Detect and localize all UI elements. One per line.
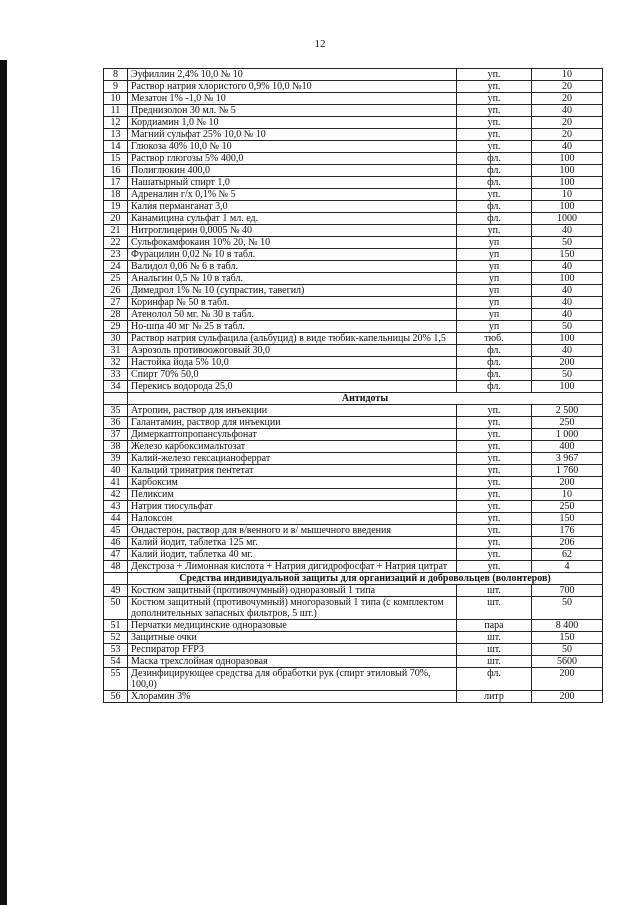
item-name: Хлорамин 3% bbox=[128, 691, 457, 703]
item-unit: уп. bbox=[457, 465, 532, 477]
row-number: 26 bbox=[104, 285, 128, 297]
table-row bbox=[104, 309, 603, 321]
section-title: Антидоты bbox=[128, 393, 603, 405]
row-number: 11 bbox=[104, 105, 128, 117]
supplies-table bbox=[103, 68, 603, 703]
item-quantity: 1000 bbox=[532, 213, 603, 225]
table-row bbox=[104, 691, 603, 703]
item-name: Налоксон bbox=[128, 513, 457, 525]
item-unit: уп. bbox=[457, 81, 532, 93]
item-quantity: 1 760 bbox=[532, 465, 603, 477]
item-unit: уп. bbox=[457, 489, 532, 501]
row-number: 51 bbox=[104, 620, 128, 632]
item-quantity: 100 bbox=[532, 333, 603, 345]
row-number: 56 bbox=[104, 691, 128, 703]
row-number: 38 bbox=[104, 441, 128, 453]
item-unit: фл. bbox=[457, 165, 532, 177]
row-number: 33 bbox=[104, 369, 128, 381]
item-quantity: 206 bbox=[532, 537, 603, 549]
row-number: 16 bbox=[104, 165, 128, 177]
row-number: 28 bbox=[104, 309, 128, 321]
item-unit: фл. bbox=[457, 381, 532, 393]
row-number: 32 bbox=[104, 357, 128, 369]
item-name: Атропин, раствор для инъекции bbox=[128, 405, 457, 417]
item-unit: уп. bbox=[457, 537, 532, 549]
item-name: Преднизолон 30 мл. № 5 bbox=[128, 105, 457, 117]
item-unit: уп bbox=[457, 285, 532, 297]
item-name: Фурацилин 0,02 № 10 в табл. bbox=[128, 249, 457, 261]
row-number: 34 bbox=[104, 381, 128, 393]
item-quantity: 250 bbox=[532, 501, 603, 513]
item-quantity: 50 bbox=[532, 237, 603, 249]
item-unit: уп bbox=[457, 321, 532, 333]
item-unit: фл. bbox=[457, 345, 532, 357]
table-row bbox=[104, 417, 603, 429]
row-number: 14 bbox=[104, 141, 128, 153]
table-row bbox=[104, 273, 603, 285]
item-unit: уп. bbox=[457, 501, 532, 513]
item-unit: фл. bbox=[457, 357, 532, 369]
item-name: Маска трехслойная одноразовая bbox=[128, 656, 457, 668]
item-quantity: 150 bbox=[532, 632, 603, 644]
item-unit: уп. bbox=[457, 225, 532, 237]
row-number: 54 bbox=[104, 656, 128, 668]
item-unit: шт. bbox=[457, 644, 532, 656]
item-quantity: 8 400 bbox=[532, 620, 603, 632]
supplies-table-body bbox=[104, 69, 603, 703]
row-number: 13 bbox=[104, 129, 128, 141]
table-row bbox=[104, 381, 603, 393]
item-name: Коринфар № 50 в табл. bbox=[128, 297, 457, 309]
item-unit: уп. bbox=[457, 417, 532, 429]
item-unit: шт. bbox=[457, 632, 532, 644]
table-row bbox=[104, 321, 603, 333]
item-quantity: 200 bbox=[532, 477, 603, 489]
table-row bbox=[104, 369, 603, 381]
table-row bbox=[104, 81, 603, 93]
item-unit: шт. bbox=[457, 585, 532, 597]
item-name: Раствор глюгозы 5% 400,0 bbox=[128, 153, 457, 165]
item-unit: уп bbox=[457, 261, 532, 273]
table-row bbox=[104, 585, 603, 597]
item-quantity: 50 bbox=[532, 369, 603, 381]
item-name: Раствор натрия сульфацила (альбуцид) в виде тюбик-капельницы 20% 1,5 bbox=[128, 333, 457, 345]
section-number-cell bbox=[104, 393, 128, 405]
table-row bbox=[104, 561, 603, 573]
item-name: Респиратор FFP3 bbox=[128, 644, 457, 656]
item-name: Натрия тиосульфат bbox=[128, 501, 457, 513]
item-name: Калий-железо гексацианоферрат bbox=[128, 453, 457, 465]
section-header-row bbox=[104, 573, 603, 585]
item-name: Настойка йода 5% 10,0 bbox=[128, 357, 457, 369]
item-unit: литр bbox=[457, 691, 532, 703]
item-name: Нитроглицерин 0,0005 № 40 bbox=[128, 225, 457, 237]
row-number: 30 bbox=[104, 333, 128, 345]
item-unit: уп. bbox=[457, 513, 532, 525]
table-row bbox=[104, 429, 603, 441]
item-quantity: 62 bbox=[532, 549, 603, 561]
item-name: Но-шпа 40 мг № 25 в табл. bbox=[128, 321, 457, 333]
item-quantity: 100 bbox=[532, 153, 603, 165]
item-unit: фл. bbox=[457, 369, 532, 381]
item-quantity: 10 bbox=[532, 489, 603, 501]
table-row bbox=[104, 297, 603, 309]
item-unit: уп. bbox=[457, 93, 532, 105]
item-quantity: 50 bbox=[532, 321, 603, 333]
row-number: 47 bbox=[104, 549, 128, 561]
item-name: Атенолол 50 мг. № 30 в табл. bbox=[128, 309, 457, 321]
item-unit: уп. bbox=[457, 141, 532, 153]
table-row bbox=[104, 489, 603, 501]
item-name: Калий йодит, таблетка 40 мг. bbox=[128, 549, 457, 561]
item-name: Декстроза + Лимонная кислота + Натрия дигидрофосфат + Натрия цитрат bbox=[128, 561, 457, 573]
row-number: 24 bbox=[104, 261, 128, 273]
row-number: 40 bbox=[104, 465, 128, 477]
item-name: Эуфиллин 2,4% 10,0 № 10 bbox=[128, 69, 457, 81]
item-quantity: 40 bbox=[532, 285, 603, 297]
item-name: Костюм защитный (противочумный) одноразовый 1 типа bbox=[128, 585, 457, 597]
row-number: 12 bbox=[104, 117, 128, 129]
row-number: 37 bbox=[104, 429, 128, 441]
item-name: Нашатырный спирт 1,0 bbox=[128, 177, 457, 189]
item-name: Сульфокамфокаин 10% 20, № 10 bbox=[128, 237, 457, 249]
table-row bbox=[104, 129, 603, 141]
row-number: 9 bbox=[104, 81, 128, 93]
item-name: Магний сульфат 25% 10,0 № 10 bbox=[128, 129, 457, 141]
table-row bbox=[104, 153, 603, 165]
item-name: Костюм защитный (противочумный) многоразовый 1 типа (с комплектом дополнительных запасных фильтров, 5 шт.) bbox=[128, 597, 457, 620]
item-quantity: 150 bbox=[532, 249, 603, 261]
item-name: Дезинфицирующее средства для обработки рук (спирт этиловый 70%, 100,0) bbox=[128, 668, 457, 691]
row-number: 52 bbox=[104, 632, 128, 644]
table-row bbox=[104, 93, 603, 105]
item-quantity: 100 bbox=[532, 165, 603, 177]
table-row bbox=[104, 405, 603, 417]
item-unit: уп bbox=[457, 297, 532, 309]
item-quantity: 5600 bbox=[532, 656, 603, 668]
table-row bbox=[104, 213, 603, 225]
item-name: Раствор натрия хлористого 0,9% 10,0 №10 bbox=[128, 81, 457, 93]
item-unit: фл. bbox=[457, 668, 532, 691]
item-quantity: 50 bbox=[532, 597, 603, 620]
table-row bbox=[104, 177, 603, 189]
row-number: 48 bbox=[104, 561, 128, 573]
item-quantity: 100 bbox=[532, 273, 603, 285]
item-name: Кордиамин 1,0 № 10 bbox=[128, 117, 457, 129]
row-number: 15 bbox=[104, 153, 128, 165]
row-number: 29 bbox=[104, 321, 128, 333]
table-row bbox=[104, 189, 603, 201]
page-number: 12 bbox=[314, 38, 326, 50]
item-name: Калия перманганат 3,0 bbox=[128, 201, 457, 213]
row-number: 21 bbox=[104, 225, 128, 237]
item-quantity: 150 bbox=[532, 513, 603, 525]
section-header-row bbox=[104, 393, 603, 405]
item-name: Димедрол 1% № 10 (супрастин, тавегил) bbox=[128, 285, 457, 297]
item-name: Ондастерон, раствор для в/венного и в/ мышечного введения bbox=[128, 525, 457, 537]
item-unit: шт. bbox=[457, 597, 532, 620]
item-unit: уп bbox=[457, 273, 532, 285]
item-unit: пара bbox=[457, 620, 532, 632]
table-row bbox=[104, 656, 603, 668]
item-quantity: 200 bbox=[532, 691, 603, 703]
item-quantity: 40 bbox=[532, 225, 603, 237]
table-row bbox=[104, 105, 603, 117]
item-quantity: 40 bbox=[532, 261, 603, 273]
row-number: 36 bbox=[104, 417, 128, 429]
item-name: Полиглюкин 400,0 bbox=[128, 165, 457, 177]
item-name: Кальций тринатрия пентетат bbox=[128, 465, 457, 477]
table-row bbox=[104, 441, 603, 453]
table-row bbox=[104, 345, 603, 357]
table-row bbox=[104, 644, 603, 656]
item-name: Анальгин 0,5 № 10 в табл. bbox=[128, 273, 457, 285]
item-unit: уп bbox=[457, 309, 532, 321]
item-quantity: 20 bbox=[532, 129, 603, 141]
section-number-cell bbox=[104, 573, 128, 585]
item-unit: уп bbox=[457, 249, 532, 261]
table-row bbox=[104, 632, 603, 644]
item-name: Защитные очки bbox=[128, 632, 457, 644]
item-unit: фл. bbox=[457, 177, 532, 189]
item-name: Канамицина сульфат 1 мл. ед. bbox=[128, 213, 457, 225]
row-number: 43 bbox=[104, 501, 128, 513]
item-unit: уп. bbox=[457, 453, 532, 465]
row-number: 31 bbox=[104, 345, 128, 357]
item-name: Калий йодит, таблетка 125 мг. bbox=[128, 537, 457, 549]
table-row bbox=[104, 620, 603, 632]
row-number: 20 bbox=[104, 213, 128, 225]
table-row bbox=[104, 117, 603, 129]
row-number: 39 bbox=[104, 453, 128, 465]
item-name: Димеркаптопропансульфонат bbox=[128, 429, 457, 441]
row-number: 50 bbox=[104, 597, 128, 620]
table-row bbox=[104, 477, 603, 489]
item-unit: уп. bbox=[457, 105, 532, 117]
table-row bbox=[104, 668, 603, 691]
item-unit: уп. bbox=[457, 429, 532, 441]
table-row bbox=[104, 501, 603, 513]
table-row bbox=[104, 525, 603, 537]
item-unit: уп. bbox=[457, 525, 532, 537]
item-name: Глюкоза 40% 10,0 № 10 bbox=[128, 141, 457, 153]
item-name: Перекись водорода 25,0 bbox=[128, 381, 457, 393]
table-row bbox=[104, 249, 603, 261]
item-unit: уп. bbox=[457, 441, 532, 453]
row-number: 53 bbox=[104, 644, 128, 656]
item-quantity: 176 bbox=[532, 525, 603, 537]
item-name: Аэрозоль противоожоговый 30,0 bbox=[128, 345, 457, 357]
item-unit: уп. bbox=[457, 69, 532, 81]
item-unit: уп. bbox=[457, 561, 532, 573]
item-quantity: 40 bbox=[532, 105, 603, 117]
item-quantity: 40 bbox=[532, 309, 603, 321]
item-quantity: 100 bbox=[532, 177, 603, 189]
row-number: 44 bbox=[104, 513, 128, 525]
item-name: Валидол 0,06 № 6 в табл. bbox=[128, 261, 457, 273]
item-unit: уп. bbox=[457, 477, 532, 489]
section-title: Средства индивидуальной защиты для организаций и добровольцев (волонтеров) bbox=[128, 573, 603, 585]
item-quantity: 10 bbox=[532, 69, 603, 81]
item-quantity: 20 bbox=[532, 93, 603, 105]
item-name: Карбоксим bbox=[128, 477, 457, 489]
item-name: Галантамин, раствор для инъекции bbox=[128, 417, 457, 429]
row-number: 18 bbox=[104, 189, 128, 201]
item-name: Пеликсим bbox=[128, 489, 457, 501]
item-quantity: 40 bbox=[532, 141, 603, 153]
binding-edge-bar bbox=[0, 60, 7, 905]
row-number: 19 bbox=[104, 201, 128, 213]
row-number: 55 bbox=[104, 668, 128, 691]
item-unit: уп. bbox=[457, 129, 532, 141]
table-row bbox=[104, 261, 603, 273]
item-quantity: 400 bbox=[532, 441, 603, 453]
row-number: 49 bbox=[104, 585, 128, 597]
item-unit: уп. bbox=[457, 117, 532, 129]
item-unit: уп. bbox=[457, 405, 532, 417]
table-row bbox=[104, 141, 603, 153]
item-quantity: 100 bbox=[532, 201, 603, 213]
item-quantity: 10 bbox=[532, 189, 603, 201]
item-quantity: 250 bbox=[532, 417, 603, 429]
row-number: 10 bbox=[104, 93, 128, 105]
item-unit: шт. bbox=[457, 656, 532, 668]
table-row bbox=[104, 333, 603, 345]
row-number: 45 bbox=[104, 525, 128, 537]
row-number: 8 bbox=[104, 69, 128, 81]
row-number: 17 bbox=[104, 177, 128, 189]
item-name: Адреналин г/х 0,1% № 5 bbox=[128, 189, 457, 201]
item-unit: уп bbox=[457, 237, 532, 249]
item-quantity: 200 bbox=[532, 357, 603, 369]
item-quantity: 200 bbox=[532, 668, 603, 691]
row-number: 27 bbox=[104, 297, 128, 309]
item-name: Мезатон 1% -1,0 № 10 bbox=[128, 93, 457, 105]
item-quantity: 3 967 bbox=[532, 453, 603, 465]
table-row bbox=[104, 165, 603, 177]
row-number: 25 bbox=[104, 273, 128, 285]
table-row bbox=[104, 225, 603, 237]
item-quantity: 700 bbox=[532, 585, 603, 597]
item-quantity: 50 bbox=[532, 644, 603, 656]
row-number: 41 bbox=[104, 477, 128, 489]
table-row bbox=[104, 453, 603, 465]
item-quantity: 20 bbox=[532, 81, 603, 93]
item-name: Железо карбоксимальтозат bbox=[128, 441, 457, 453]
item-quantity: 4 bbox=[532, 561, 603, 573]
item-unit: фл. bbox=[457, 213, 532, 225]
item-unit: уп. bbox=[457, 549, 532, 561]
table-row bbox=[104, 285, 603, 297]
table-row bbox=[104, 201, 603, 213]
table-row bbox=[104, 513, 603, 525]
row-number: 22 bbox=[104, 237, 128, 249]
row-number: 46 bbox=[104, 537, 128, 549]
item-quantity: 40 bbox=[532, 345, 603, 357]
item-quantity: 1 000 bbox=[532, 429, 603, 441]
row-number: 42 bbox=[104, 489, 128, 501]
table-row bbox=[104, 357, 603, 369]
table-row bbox=[104, 549, 603, 561]
item-unit: уп. bbox=[457, 189, 532, 201]
row-number: 23 bbox=[104, 249, 128, 261]
item-unit: фл. bbox=[457, 201, 532, 213]
item-unit: тюб. bbox=[457, 333, 532, 345]
table-row bbox=[104, 537, 603, 549]
row-number: 35 bbox=[104, 405, 128, 417]
table-row bbox=[104, 597, 603, 620]
item-unit: фл. bbox=[457, 153, 532, 165]
table-row bbox=[104, 69, 603, 81]
item-quantity: 20 bbox=[532, 117, 603, 129]
item-quantity: 100 bbox=[532, 381, 603, 393]
item-name: Перчатки медицинские одноразовые bbox=[128, 620, 457, 632]
item-name: Спирт 70% 50,0 bbox=[128, 369, 457, 381]
item-quantity: 40 bbox=[532, 297, 603, 309]
table-row bbox=[104, 237, 603, 249]
item-quantity: 2 500 bbox=[532, 405, 603, 417]
table-row bbox=[104, 465, 603, 477]
